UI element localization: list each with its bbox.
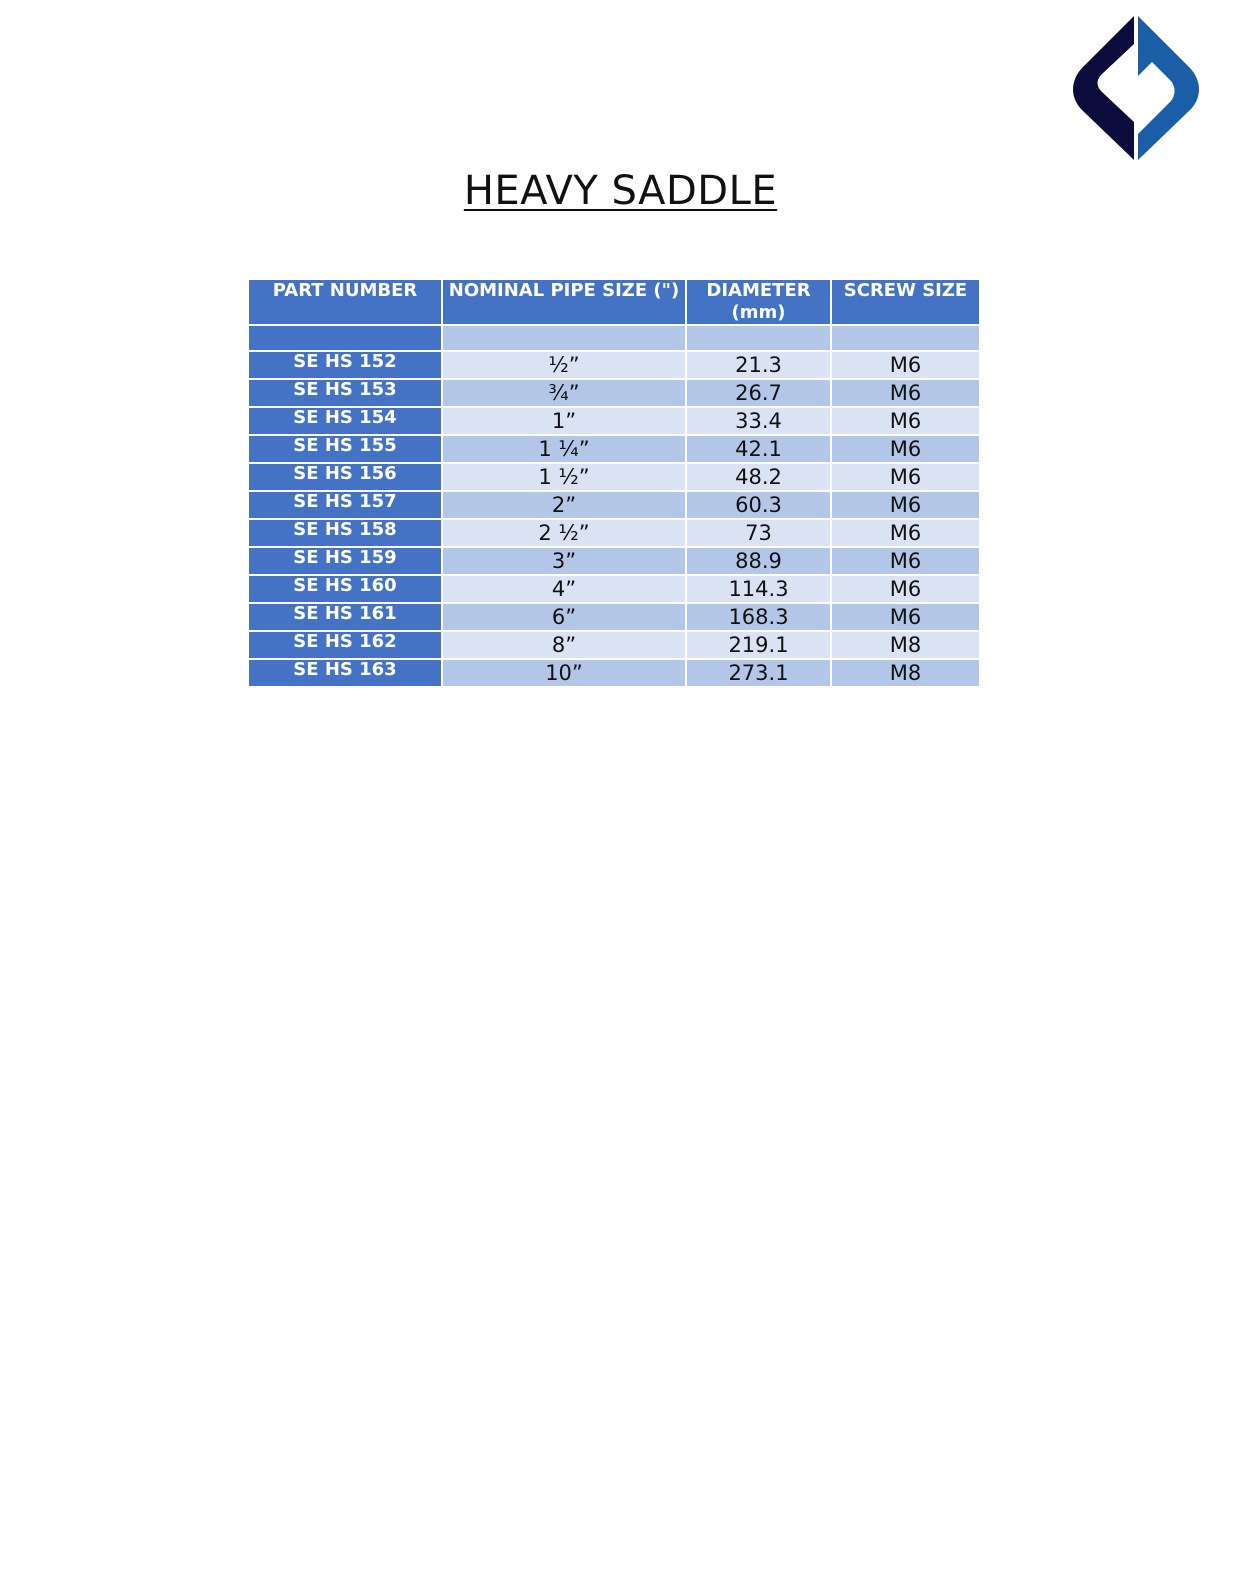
cell-screw-size: M6 bbox=[832, 436, 979, 462]
cell-nominal-pipe-size: 2 ½” bbox=[443, 520, 685, 546]
table-row bbox=[249, 548, 979, 574]
cell-screw-size: M6 bbox=[832, 464, 979, 490]
spacer-cell bbox=[249, 326, 441, 350]
cell-part-number: SE HS 154 bbox=[249, 408, 441, 434]
cell-diameter: 114.3 bbox=[687, 576, 830, 602]
cell-diameter: 219.1 bbox=[687, 632, 830, 658]
cell-diameter: 168.3 bbox=[687, 604, 830, 630]
cell-part-number: SE HS 157 bbox=[249, 492, 441, 518]
cell-part-number: SE HS 159 bbox=[249, 548, 441, 574]
cell-diameter: 21.3 bbox=[687, 352, 830, 378]
cell-nominal-pipe-size: 2” bbox=[443, 492, 685, 518]
cell-diameter: 48.2 bbox=[687, 464, 830, 490]
table-row bbox=[249, 436, 979, 462]
table-header-row bbox=[249, 280, 979, 324]
spacer-cell bbox=[687, 326, 830, 350]
cell-part-number: SE HS 162 bbox=[249, 632, 441, 658]
table-row bbox=[249, 352, 979, 378]
cell-screw-size: M6 bbox=[832, 604, 979, 630]
cell-screw-size: M6 bbox=[832, 380, 979, 406]
spacer-cell bbox=[832, 326, 979, 350]
table-row bbox=[249, 604, 979, 630]
cell-nominal-pipe-size: 8” bbox=[443, 632, 685, 658]
header-nominal-pipe-size: NOMINAL PIPE SIZE (") bbox=[443, 280, 685, 324]
cell-part-number: SE HS 152 bbox=[249, 352, 441, 378]
header-diameter: DIAMETER (mm) bbox=[687, 280, 830, 324]
cell-screw-size: M6 bbox=[832, 548, 979, 574]
table-row bbox=[249, 380, 979, 406]
cell-screw-size: M6 bbox=[832, 492, 979, 518]
cell-screw-size: M8 bbox=[832, 660, 979, 686]
cell-screw-size: M6 bbox=[832, 520, 979, 546]
cell-nominal-pipe-size: ½” bbox=[443, 352, 685, 378]
cell-nominal-pipe-size: 6” bbox=[443, 604, 685, 630]
page-title bbox=[0, 168, 1241, 214]
cell-screw-size: M6 bbox=[832, 408, 979, 434]
cell-diameter: 42.1 bbox=[687, 436, 830, 462]
cell-diameter: 60.3 bbox=[687, 492, 830, 518]
cell-diameter: 33.4 bbox=[687, 408, 830, 434]
cell-part-number: SE HS 160 bbox=[249, 576, 441, 602]
header-part-number: PART NUMBER bbox=[249, 280, 441, 324]
cell-nominal-pipe-size: 3” bbox=[443, 548, 685, 574]
spacer-cell bbox=[443, 326, 685, 350]
cell-nominal-pipe-size: 10” bbox=[443, 660, 685, 686]
cell-part-number: SE HS 163 bbox=[249, 660, 441, 686]
table-row bbox=[249, 660, 979, 686]
cell-diameter: 26.7 bbox=[687, 380, 830, 406]
cell-part-number: SE HS 155 bbox=[249, 436, 441, 462]
table-row bbox=[249, 520, 979, 546]
cell-nominal-pipe-size: ¾” bbox=[443, 380, 685, 406]
cell-nominal-pipe-size: 4” bbox=[443, 576, 685, 602]
table-row bbox=[249, 632, 979, 658]
company-logo-icon bbox=[1072, 14, 1200, 162]
cell-nominal-pipe-size: 1” bbox=[443, 408, 685, 434]
cell-part-number: SE HS 161 bbox=[249, 604, 441, 630]
cell-screw-size: M8 bbox=[832, 632, 979, 658]
cell-screw-size: M6 bbox=[832, 352, 979, 378]
spec-table bbox=[247, 278, 981, 688]
table-row bbox=[249, 408, 979, 434]
cell-screw-size: M6 bbox=[832, 576, 979, 602]
page-title-text: HEAVY SADDLE bbox=[463, 168, 778, 214]
header-screw-size: SCREW SIZE bbox=[832, 280, 979, 324]
table-spacer-row bbox=[249, 326, 979, 350]
table-row bbox=[249, 492, 979, 518]
cell-part-number: SE HS 158 bbox=[249, 520, 441, 546]
cell-nominal-pipe-size: 1 ¼” bbox=[443, 436, 685, 462]
cell-part-number: SE HS 156 bbox=[249, 464, 441, 490]
cell-part-number: SE HS 153 bbox=[249, 380, 441, 406]
table-row bbox=[249, 576, 979, 602]
cell-nominal-pipe-size: 1 ½” bbox=[443, 464, 685, 490]
table-row bbox=[249, 464, 979, 490]
cell-diameter: 73 bbox=[687, 520, 830, 546]
cell-diameter: 88.9 bbox=[687, 548, 830, 574]
cell-diameter: 273.1 bbox=[687, 660, 830, 686]
